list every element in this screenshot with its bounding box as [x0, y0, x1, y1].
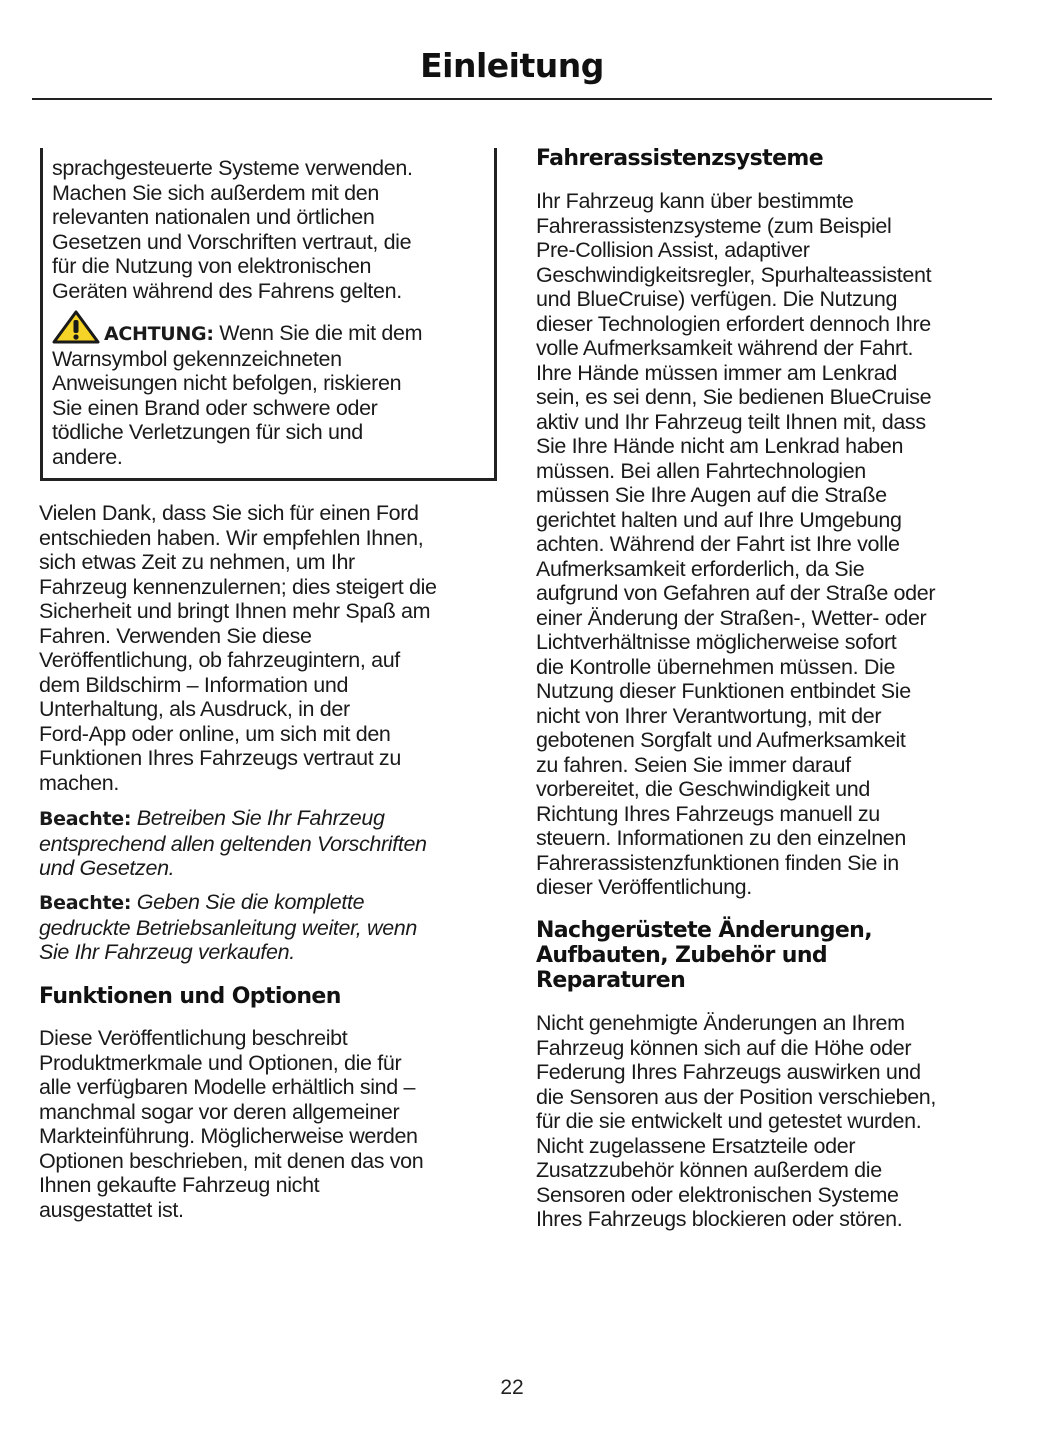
text-line: müssen Sie Ihre Augen auf die Straße: [536, 483, 887, 507]
note-label: Beachte:: [39, 892, 132, 914]
text-line: Unterhaltung, als Ausdruck, in der: [39, 697, 350, 721]
text-line: manchmal sogar vor deren allgemeiner: [39, 1099, 400, 1124]
text-line: sich etwas Zeit zu nehmen, um Ihr: [39, 550, 355, 574]
warning-line: tödliche Verletzungen für sich und: [52, 420, 363, 444]
heading-line: Nachgerüstete Änderungen,: [536, 918, 872, 943]
text-line: volle Aufmerksamkeit während der Fahrt.: [536, 336, 914, 360]
text-line: Ihnen gekaufte Fahrzeug nicht: [39, 1173, 320, 1197]
page-title: Einleitung: [420, 46, 604, 85]
text-line: Pre-Collision Assist, adaptiver: [536, 238, 810, 262]
text-line: Geschwindigkeitsregler, Spurhalteassistent: [536, 262, 932, 287]
warning-continued-line: sprachgesteuerte Systeme verwenden.: [52, 156, 413, 180]
warning-label: ACHTUNG:: [104, 323, 214, 345]
text-line: Federung Ihres Fahrzeugs auswirken und: [536, 1060, 921, 1084]
text-line: die Sensoren aus der Position verschieben,: [536, 1084, 937, 1109]
text-line: sein, es sei denn, Sie bedienen BlueCruise: [536, 385, 932, 409]
warning-line: Warnsymbol gekennzeichneten: [52, 346, 342, 371]
text-line: Diese Veröffentlichung beschreibt: [39, 1026, 348, 1050]
warning-continued-line: relevanten nationalen und örtlichen: [52, 205, 375, 229]
note-1: [39, 806, 494, 881]
note-2: [39, 890, 494, 965]
text-line: gerichtet halten und auf Ihre Umgebung: [536, 507, 902, 532]
note-text: entsprechend allen geltenden Vorschriften: [39, 831, 427, 856]
note-text: gedruckte Betriebsanleitung weiter, wenn: [39, 915, 418, 940]
text-line: gebotenen Sorgfalt und Aufmerksamkeit: [536, 728, 906, 752]
warning-continued-line: Machen Sie sich außerdem mit den: [52, 180, 379, 205]
text-line: die Kontrolle übernehmen müssen. Die: [536, 654, 896, 679]
text-line: müssen. Bei allen Fahrtechnologien: [536, 458, 866, 483]
functions-paragraph: [39, 1026, 494, 1222]
warning-line: Anweisungen nicht befolgen, riskieren: [52, 371, 402, 395]
warning-triangle-icon: [52, 310, 100, 344]
text-line: nicht von Ihrer Verantwortung, mit der: [536, 703, 882, 728]
text-line: Fahrerassistenzfunktionen finden Sie in: [536, 850, 899, 875]
heading-line: Aufbauten, Zubehör und: [536, 943, 828, 968]
note-text: Betreiben Sie Ihr Fahrzeug: [131, 806, 385, 830]
heading-line: Reparaturen: [536, 968, 686, 993]
text-line: Nicht genehmigte Änderungen an Ihrem: [536, 1011, 905, 1035]
section-heading-modifications: [536, 918, 872, 993]
warning-continued-line: für die Nutzung von elektronischen: [52, 254, 372, 278]
note-first-line: [39, 806, 494, 832]
page-number: 22: [500, 1376, 524, 1399]
intro-paragraph: [39, 501, 494, 795]
text-line: steuern. Informationen zu den einzelnen: [536, 826, 907, 850]
note-first-line: [39, 890, 494, 916]
warning-line: Sie einen Brand oder schwere oder: [52, 395, 378, 420]
note-text: Sie Ihr Fahrzeug verkaufen.: [39, 940, 295, 964]
text-line: Optionen beschrieben, mit denen das von: [39, 1148, 424, 1173]
note-text: und Gesetzen.: [39, 856, 175, 880]
warning-first-line: [52, 310, 486, 347]
note-label: Beachte:: [39, 808, 132, 830]
text-line: entschieden haben. Wir empfehlen Ihnen,: [39, 525, 424, 550]
text-line: Vielen Dank, dass Sie sich für einen Ford: [39, 501, 419, 525]
text-line: Funktionen Ihres Fahrzeugs vertraut zu: [39, 746, 401, 770]
text-line: vorbereitet, die Geschwindigkeit und: [536, 777, 870, 801]
text-line: für die sie entwickelt und getestet wurden.: [536, 1109, 922, 1133]
text-line: zu fahren. Seien Sie immer darauf: [536, 752, 851, 777]
warning-box: [40, 148, 497, 481]
text-line: Ihres Fahrzeugs blockieren oder stören.: [536, 1207, 903, 1231]
text-line: Zusatzzubehör können außerdem die: [536, 1158, 882, 1182]
text-line: dem Bildschirm – Information und: [39, 672, 349, 697]
text-line: Nutzung dieser Funktionen entbindet Sie: [536, 679, 911, 703]
text-line: ausgestattet ist.: [39, 1197, 184, 1222]
text-line: Fahrerassistenzsysteme (zum Beispiel: [536, 213, 892, 238]
text-line: Nicht zugelassene Ersatzteile oder: [536, 1133, 856, 1158]
text-line: Fahren. Verwenden Sie diese: [39, 623, 312, 648]
text-line: machen.: [39, 770, 120, 795]
title-divider: [32, 98, 992, 100]
warning-line: andere.: [52, 444, 123, 469]
warning-text: Wenn Sie die mit dem: [213, 321, 423, 345]
text-line: einer Änderung der Straßen-, Wetter- oder: [536, 605, 927, 630]
text-line: Fahrzeug kennenzulernen; dies steigert die: [39, 574, 437, 599]
text-line: Fahrzeug können sich auf die Höhe oder: [536, 1035, 912, 1060]
text-line: Aufmerksamkeit erforderlich, da Sie: [536, 556, 865, 581]
text-line: und BlueCruise) verfügen. Die Nutzung: [536, 287, 898, 311]
note-text: Geben Sie die komplette: [131, 890, 365, 914]
text-line: Veröffentlichung, ob fahrzeugintern, auf: [39, 648, 400, 672]
section-heading-driver-assist: Fahrerassistenzsysteme: [536, 146, 824, 171]
text-line: alle verfügbaren Modelle erhältlich sind –: [39, 1075, 416, 1099]
text-line: Sicherheit und bringt Ihnen mehr Spaß am: [39, 599, 431, 623]
text-line: Richtung Ihres Fahrzeugs manuell zu: [536, 801, 880, 826]
text-line: dieser Technologien erfordert dennoch Ihre: [536, 311, 931, 336]
text-line: aktiv und Ihr Fahrzeug teilt Ihnen mit, dass: [536, 409, 926, 434]
text-line: achten. Während der Fahrt ist Ihre volle: [536, 532, 900, 556]
warning-continued-line: Geräten während des Fahrens gelten.: [52, 278, 402, 303]
text-line: Sensoren oder elektronischen Systeme: [536, 1182, 899, 1207]
text-line: Ihr Fahrzeug kann über bestimmte: [536, 189, 854, 213]
text-line: Sie Ihre Hände nicht am Lenkrad haben: [536, 434, 904, 458]
text-line: aufgrund von Gefahren auf der Straße oder: [536, 581, 936, 605]
driver-assist-paragraph: [536, 189, 991, 900]
text-line: Markteinführung. Möglicherweise werden: [39, 1124, 418, 1148]
text-line: Lichtverhältnisse möglicherweise sofort: [536, 630, 897, 654]
text-line: Ihre Hände müssen immer am Lenkrad: [536, 360, 897, 385]
text-line: Ford-App oder online, um sich mit den: [39, 721, 391, 746]
modifications-paragraph: [536, 1011, 991, 1232]
warning-continued-line: Gesetzen und Vorschriften vertraut, die: [52, 229, 412, 254]
section-heading-functions: Funktionen und Optionen: [39, 984, 341, 1009]
text-line: Produktmerkmale und Optionen, die für: [39, 1050, 402, 1075]
text-line: dieser Veröffentlichung.: [536, 875, 752, 899]
